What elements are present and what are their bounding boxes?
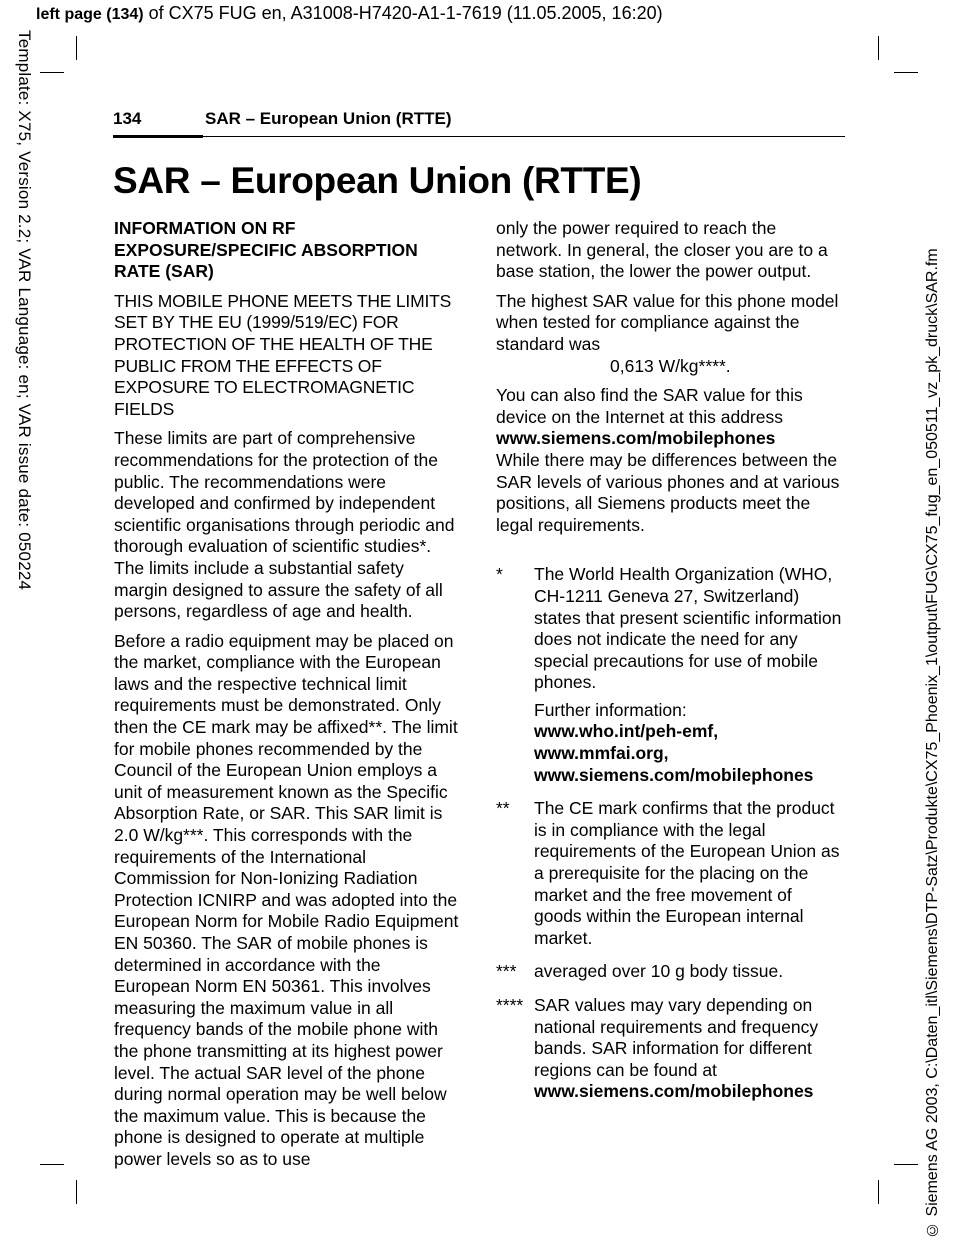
page-title: SAR – European Union (RTTE) bbox=[113, 160, 642, 201]
who-link[interactable]: www.who.int/peh-emf, bbox=[534, 721, 719, 742]
further-info bbox=[534, 700, 844, 786]
footnote-text: averaged over 10 g body tissue. bbox=[534, 961, 784, 982]
footnote-text: The CE mark confirms that the product is in compliance with the legal requirements of the European Union as a prerequisite for the placing on the market and the free movement of goods within the European internal market. bbox=[534, 798, 840, 948]
print-info bbox=[36, 3, 663, 24]
footnote-mark: * bbox=[496, 564, 503, 585]
internet-rest: While there may be differences between the SAR levels of various phones and at various positions, all Siemens products meet the legal requirements. bbox=[496, 449, 840, 535]
footnote-1 bbox=[496, 564, 844, 792]
header-rule-thick bbox=[113, 135, 203, 138]
print-info-page: left page (134) bbox=[36, 6, 144, 23]
right-column bbox=[496, 218, 844, 1115]
paragraph-ce-mark: Before a radio equipment may be placed on the market, compliance with the European laws and the respective technical limit requirements must be demonstrated. Only then the CE mark may be affixed**. The limit for mobile phones recommended by the Council of the European Union employs a unit of measurement known as the Specific Absorption Rate, or SAR. This SAR limit is 2.0 W/kg***. This corresponds with the requirements of the International Commission for Non-Ionizing Radiation Protection ICNIRP and was adopted into the European Norm for Mobile Radio Equipment EN 50360. The SAR of mobile phones is determined in accordance with the European Norm EN 50361. This involves measuring the maximum value in all frequency bands of the mobile phone with the phone transmitting at its highest power level. The actual SAR level of the phone during normal operation may be well below the maximum value. This is because the phone is designed to operate at multiple power levels so as to use bbox=[114, 630, 459, 1169]
running-header bbox=[113, 109, 845, 139]
paragraph-limits: These limits are part of comprehensive recommendations for the protection of the public. The recommendations were developed and confirmed by independent scientific organisations through periodic and thorough evaluation of scientific studies*. The limits include a substantial safety margin designed to assure the safety of all persons, regardless of age and health. bbox=[114, 428, 455, 622]
crop-mark bbox=[894, 1164, 918, 1165]
siemens-link[interactable]: www.siemens.com/mobilephones bbox=[496, 428, 776, 449]
mmfai-link[interactable]: www.mmfai.org, bbox=[534, 743, 669, 764]
footnote-text: The World Health Organization (WHO, CH-1211 Geneva 27, Switzerland) states that present scientific information does not indicate the need for any special precautions for use of mobile phones. bbox=[534, 564, 842, 693]
copyright-path: © Siemens AG 2003, C:\Daten_itl\Siemens\DTP-Satz\Produkte\CX75_Phoenix_1\output\FUG\CX75_fug_en_050511_vz_pk_druck\SAR.fm bbox=[924, 248, 941, 1238]
footnote-text bbox=[534, 995, 844, 1103]
footnote-text-body: SAR values may vary depending on national requirements and frequency bands. SAR information for different regions can be found at bbox=[534, 995, 819, 1080]
crop-mark bbox=[40, 72, 64, 73]
print-info-rest: of CX75 FUG en, A31008-H7420-A1-1-7619 (11.05.2005, 16:20) bbox=[143, 3, 663, 23]
crop-mark bbox=[40, 1164, 64, 1165]
crop-mark bbox=[878, 36, 879, 60]
footnote-mark: *** bbox=[496, 961, 517, 982]
highest-sar-text: The highest SAR value for this phone model when tested for compliance against the standard was bbox=[496, 290, 839, 354]
crop-mark bbox=[894, 72, 918, 73]
caps-paragraph: THIS MOBILE PHONE MEETS THE LIMITS SET BY THE EU (1999/519/EC) FOR PROTECTION OF THE HEALTH OF THE PUBLIC FROM THE EFFECTS OF EXPOSURE TO ELECTROMAGNETIC FIELDS bbox=[114, 290, 452, 419]
paragraph-internet bbox=[496, 385, 844, 536]
footnotes bbox=[496, 564, 844, 1109]
header-rule-thin bbox=[203, 136, 845, 137]
further-info-label: Further information: bbox=[534, 699, 687, 720]
page-number: 134 bbox=[113, 109, 142, 128]
header-title: SAR – European Union (RTTE) bbox=[205, 109, 452, 128]
section-heading: INFORMATION ON RF EXPOSURE/SPECIFIC ABSORPTION RATE (SAR) bbox=[114, 218, 418, 282]
footnote-mark: **** bbox=[496, 995, 524, 1015]
crop-mark bbox=[76, 36, 77, 60]
siemens-link[interactable]: www.siemens.com/mobilephones bbox=[534, 764, 814, 785]
footnote-2 bbox=[496, 798, 844, 955]
crop-mark bbox=[76, 1180, 77, 1204]
internet-intro: You can also find the SAR value for this device on the Internet at this address bbox=[496, 385, 803, 427]
left-column bbox=[114, 218, 460, 1179]
paragraph-highest-sar bbox=[496, 291, 844, 377]
footnote-4 bbox=[496, 995, 844, 1109]
paragraph-power: only the power required to reach the network. In general, the closer you are to a base station, the lower the power output. bbox=[496, 218, 828, 282]
siemens-link[interactable]: www.siemens.com/mobilephones bbox=[534, 1081, 814, 1102]
template-info: Template: X75, Version 2.2; VAR Language: en; VAR issue date: 050224 bbox=[15, 30, 34, 591]
crop-mark bbox=[878, 1180, 879, 1204]
footnote-mark: ** bbox=[496, 798, 510, 819]
footnote-3 bbox=[496, 961, 844, 989]
sar-value: 0,613 W/kg****. bbox=[610, 355, 731, 376]
